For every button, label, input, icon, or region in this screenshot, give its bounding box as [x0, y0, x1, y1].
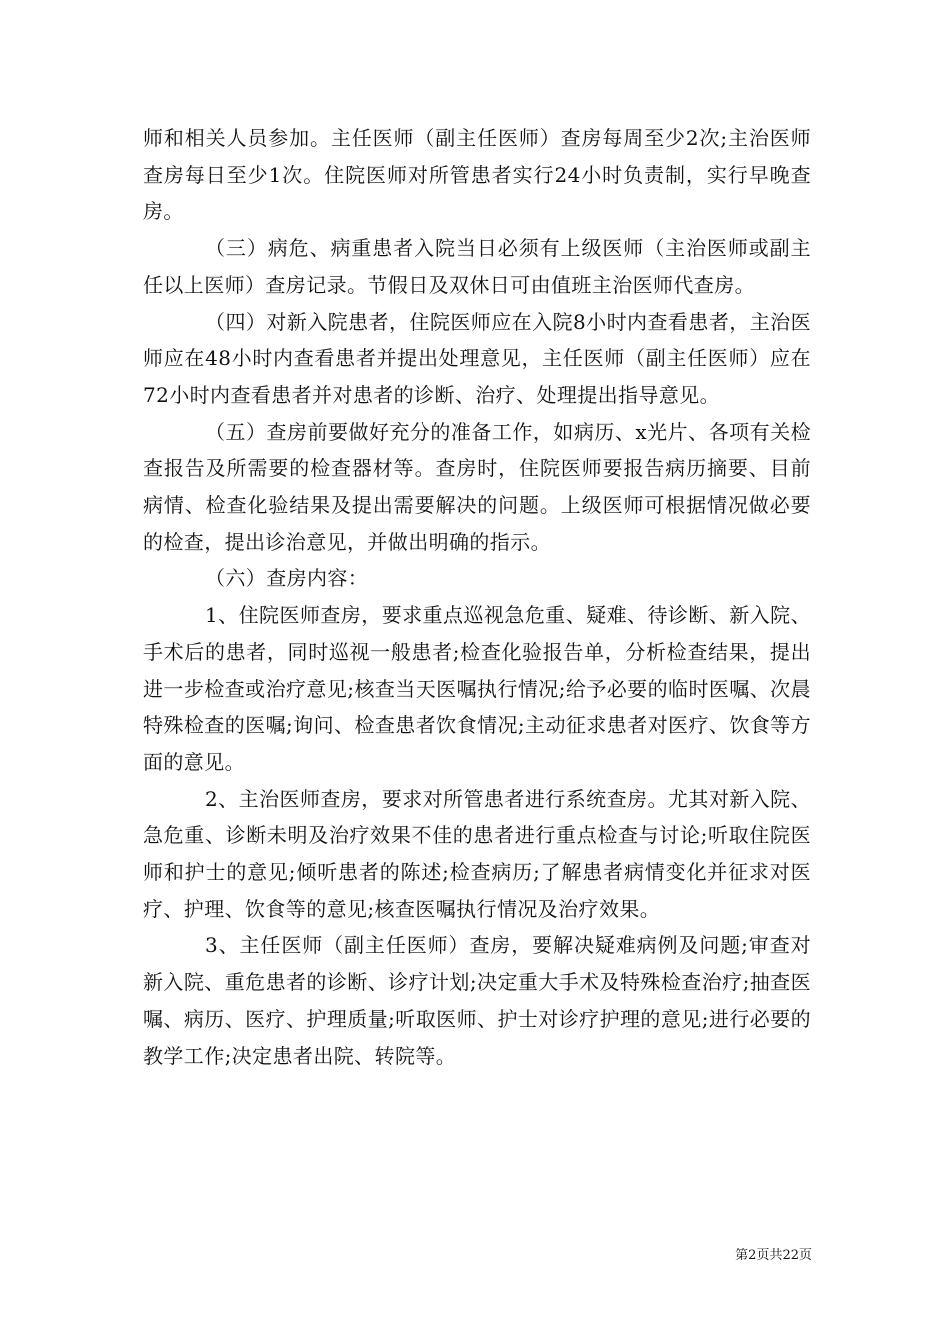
- page-number-footer: 第2页共22页: [735, 1248, 812, 1263]
- paragraph-section-3: （三）病危、病重患者入院当日必须有上级医师（主治医师或副主任以上医师）查房记录。节假日及双休日可由值班主治医师代查房。: [143, 236, 811, 297]
- paragraph-section-6-heading: （六）查房内容：: [205, 566, 369, 591]
- paragraph-section-5: （五）查房前要做好充分的准备工作，如病历、x光片、各项有关检查报告及所需要的检查器材等。查房时，住院医师要报告病历摘要、目前病情、检查化验结果及提出需要解决的问题。上级医师可根据情况做必要的检查，提出诊治意见，并做出明确的指示。: [143, 419, 811, 554]
- paragraph-section-4: （四）对新入院患者，住院医师应在入院8小时内查看患者，主治医师应在48小时内查看患者并提出处理意见，主任医师（副主任医师）应在72小时内查看患者并对患者的诊断、治疗、处理提出指导意见。: [143, 309, 811, 407]
- paragraph-item-3: 3、主任医师（副主任医师）查房，要解决疑难病例及问题;审查对新入院、重危患者的诊断、诊疗计划;决定重大手术及特殊检查治疗;抽查医嘱、病历、医疗、护理质量;听取医师、护士对诊疗护理的意见;进行必要的教学工作;决定患者出院、转院等。: [143, 933, 811, 1068]
- paragraph-item-2: 2、主治医师查房，要求对所管患者进行系统查房。尤其对新入院、急危重、诊断未明及治疗效果不佳的患者进行重点检查与讨论;听取住院医师和护士的意见;倾听患者的陈述;检查病历;了解患者病情变化并征求对医疗、护理、饮食等的意见;核查医嘱执行情况及治疗效果。: [143, 786, 811, 921]
- paragraph-continuation: 师和相关人员参加。主任医师（副主任医师）查房每周至少2次;主治医师查房每日至少1次。住院医师对所管患者实行24小时负责制，实行早晚查房。: [143, 126, 811, 224]
- paragraph-item-1: 1、住院医师查房，要求重点巡视急危重、疑难、待诊断、新入院、手术后的患者，同时巡视一般患者;检查化验报告单，分析检查结果，提出进一步检查或治疗意见;核查当天医嘱执行情况;给予必要的临时医嘱、次晨特殊检查的医嘱;询问、检查患者饮食情况;主动征求患者对医疗、饮食等方面的意见。: [143, 603, 811, 774]
- document-body: [143, 120, 811, 1074]
